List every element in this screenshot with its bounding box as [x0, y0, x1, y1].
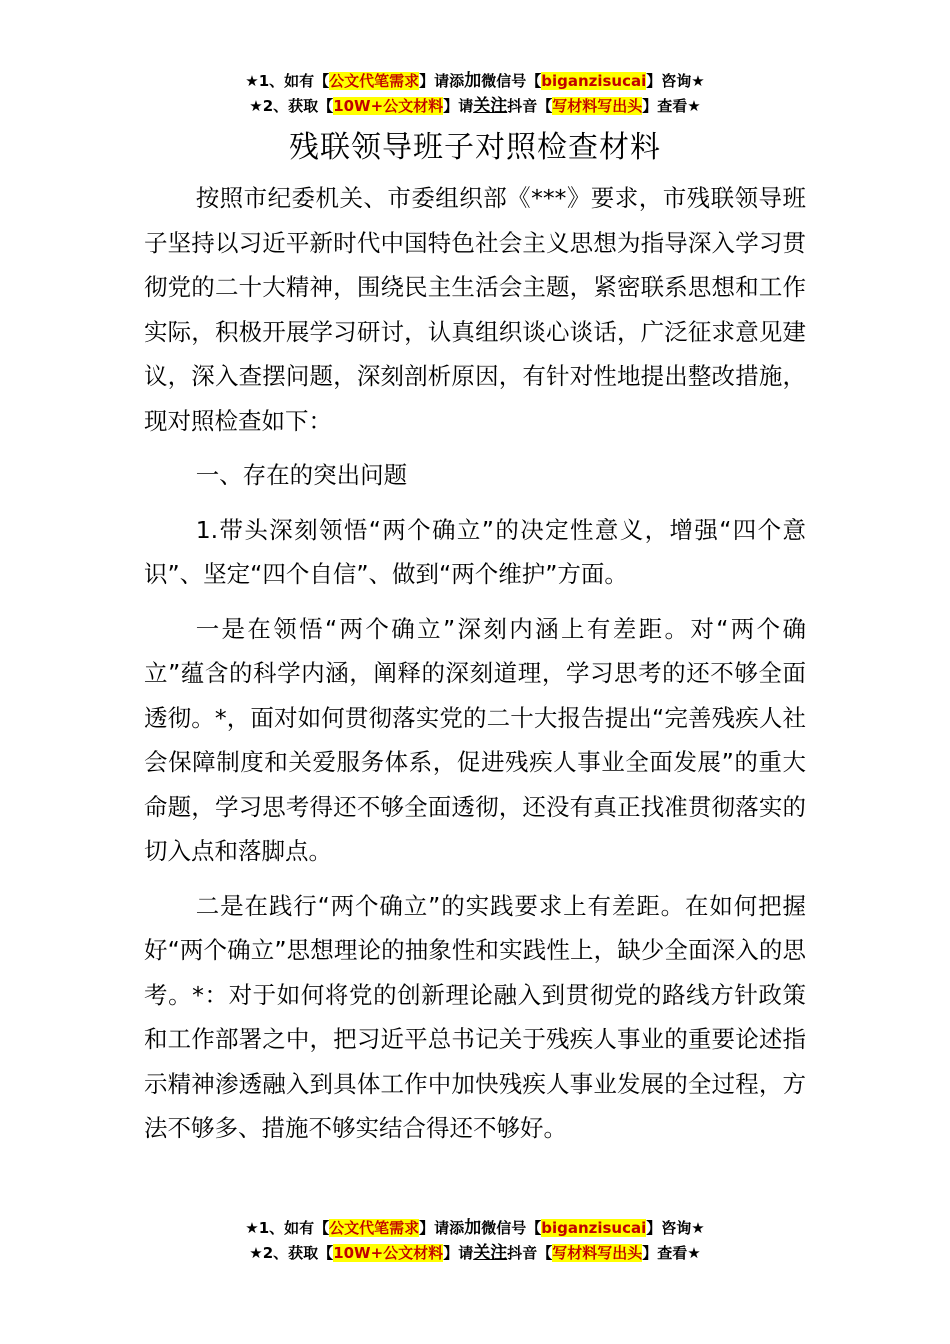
promo-line-1 — [0, 1216, 950, 1241]
promo-highlight: 公文代笔需求 — [329, 72, 420, 90]
promo-text: ★2、获取【 — [249, 97, 334, 115]
header-promo-banner — [0, 69, 950, 119]
subsection-heading: 1.带头深刻领悟“两个确立”的决定性意义，增强“四个意识”、坚定“四个自信”、做到“两个维护”方面。 — [144, 515, 806, 588]
promo-text: 】请 — [443, 1244, 474, 1262]
promo-text: 微信号【 — [481, 1219, 542, 1237]
promo-douyin-account: 写材料写出头 — [552, 1244, 643, 1262]
promo-text: 】查看★ — [642, 1244, 701, 1262]
promo-wechat-id: biganzisucai — [541, 72, 647, 90]
promo-text: 】请 — [443, 97, 474, 115]
section-heading: 一、存在的突出问题 — [195, 461, 408, 489]
body-paragraph: 一是在领悟“两个确立”深刻内涵上有差距。对“两个确立”蕴含的科学内涵，阐释的深刻道理，学习思考的还不够全面透彻。*，面对如何贯彻落实党的二十大报告提出“完善残疾人社会保障制度和关爱服务体系，促进残疾人事业全面发展”的重大命题，学习思考得还不够全面透彻，还没有真正找准贯彻落实的切入点和落脚点。 — [144, 614, 806, 865]
promo-text: 】咨询★ — [646, 1219, 705, 1237]
promo-text: 微信号【 — [481, 72, 542, 90]
promo-line-2 — [0, 94, 950, 119]
promo-highlight: 公文代笔需求 — [329, 1219, 420, 1237]
promo-text: 加 — [464, 71, 482, 91]
promo-text: 】请添 — [419, 1219, 465, 1237]
promo-wechat-id: biganzisucai — [541, 1219, 647, 1237]
promo-text: 抖音【 — [507, 97, 553, 115]
promo-text: ★1、如有【 — [245, 1219, 330, 1237]
footer-promo-banner — [0, 1216, 950, 1266]
intro-paragraph: 按照市纪委机关、市委组织部《***》要求，市残联领导班子坚持以习近平新时代中国特色社会主义思想为指导深入学习贯彻党的二十大精神，围绕民主生活会主题，紧密联系思想和工作实际，积极开展学习研讨，认真组织谈心谈话，广泛征求意见建议，深入查摆问题，深刻剖析原因，有针对性地提出整改措施，现对照检查如下： — [144, 184, 806, 435]
promo-line-1 — [0, 69, 950, 94]
promo-text: 】咨询★ — [646, 72, 705, 90]
document-body — [144, 176, 806, 1151]
promo-text: ★1、如有【 — [245, 72, 330, 90]
promo-highlight: 10W+公文材料 — [333, 97, 444, 115]
promo-text: 关注 — [473, 1243, 508, 1263]
promo-text: ★2、获取【 — [249, 1244, 334, 1262]
promo-text: 】查看★ — [642, 97, 701, 115]
promo-text: 抖音【 — [507, 1244, 553, 1262]
promo-text: 加 — [464, 1218, 482, 1238]
promo-douyin-account: 写材料写出头 — [552, 97, 643, 115]
document-title: 残联领导班子对照检查材料 — [289, 130, 661, 165]
promo-line-2 — [0, 1241, 950, 1266]
promo-highlight: 10W+公文材料 — [333, 1244, 444, 1262]
body-paragraph: 二是在践行“两个确立”的实践要求上有差距。在如何把握好“两个确立”思想理论的抽象性和实践性上，缺少全面深入的思考。*：对于如何将党的创新理论融入到贯彻党的路线方针政策和工作部署之中，把习近平总书记关于残疾人事业的重要论述指示精神渗透融入到具体工作中加快残疾人事业发展的全过程，方法不够多、措施不够实结合得还不够好。 — [144, 891, 806, 1142]
promo-text: 关注 — [473, 96, 508, 116]
promo-text: 】请添 — [419, 72, 465, 90]
